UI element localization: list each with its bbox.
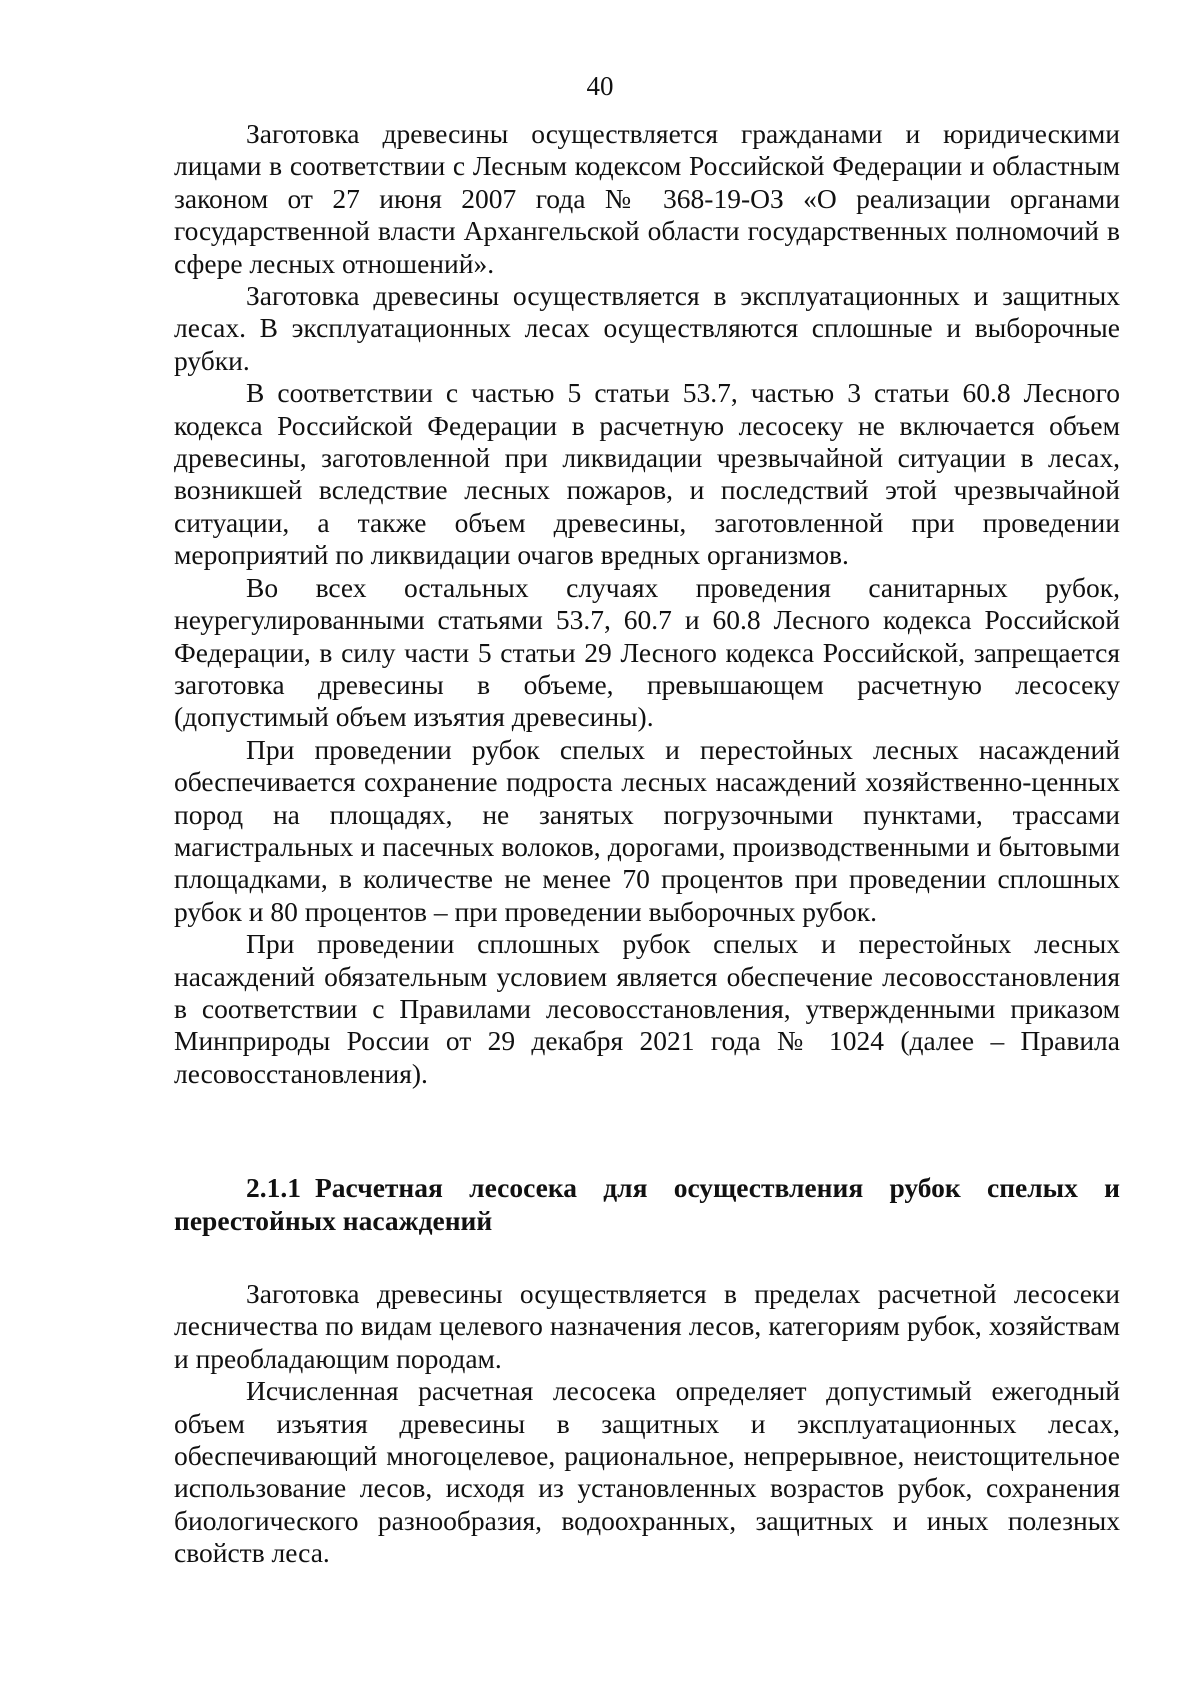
- paragraph: При проведении рубок спелых и перестойных лесных насаждений обеспечивается сохранение подроста лесных насаждений хозяйственно-ценных пород на площадях, не занятых погрузочными пунктами, трассами магистральных и пасечных волоков, дорогами, производственными и бытовыми площадками, в количестве не менее 70 процентов при проведении сплошных рубок и 80 процентов – при проведении выборочных рубок.: [174, 733, 1120, 927]
- page-number: 40: [586, 71, 614, 101]
- paragraph: Исчисленная расчетная лесосека определяет допустимый ежегодный объем изъятия древесины в защитных и эксплуатационных лесах, обеспечивающий многоцелевое, рациональное, непрерывное, неистощительное использование лесов, исходя из установленных возрастов рубок, сохранения биологического разнообразия, водоохранных, защитных и иных полезных свойств леса.: [174, 1375, 1120, 1569]
- paragraph: Во всех остальных случаях проведения санитарных рубок, неурегулированными статьями 53.7, 60.7 и 60.8 Лесного кодекса Российской Федерации, в силу части 5 статьи 29 Лесного кодекса Российской, запрещается заготовка древесины в объеме, превышающем расчетную лесосеку (допустимый объем изъятия древесины).: [174, 571, 1120, 733]
- section-heading: [174, 1172, 1120, 1237]
- section-number: 2.1.1: [246, 1172, 301, 1204]
- paragraph: При проведении сплошных рубок спелых и перестойных лесных насаждений обязательным условием является обеспечение лесовосстановления в соответствии с Правилами лесовосстановления, утвержденными приказом Минприроды России от 29 декабря 2021 года № 1024 (далее – Правила лесовосстановления).: [174, 928, 1120, 1089]
- section-title: Расчетная лесосека для осуществления рубок спелых и перестойных насаждений: [174, 1172, 1120, 1236]
- page-content: [174, 118, 1120, 1570]
- paragraph: Заготовка древесины осуществляется в эксплуатационных и защитных лесах. В эксплуатационных лесах осуществляются сплошные и выборочные рубки.: [174, 280, 1120, 376]
- paragraph: В соответствии с частью 5 статьи 53.7, частью 3 статьи 60.8 Лесного кодекса Российской Федерации в расчетную лесосеку не включается объем древесины, заготовленной при ликвидации чрезвычайной ситуации в лесах, возникшей вследствие лесных пожаров, и последствий этой чрезвычайной ситуации, а также объем древесины, заготовленной при проведении мероприятий по ликвидации очагов вредных организмов.: [174, 377, 1120, 571]
- paragraph: Заготовка древесины осуществляется гражданами и юридическими лицами в соответствии с Лесным кодексом Российской Федерации и областным законом от 27 июня 2007 года № 368-19-ОЗ «О реализации органами государственной власти Архангельской области государственных полномочий в сфере лесных отношений».: [174, 118, 1120, 279]
- paragraph: Заготовка древесины осуществляется в пределах расчетной лесосеки лесничества по видам целевого назначения лесов, категориям рубок, хозяйствам и преобладающим породам.: [174, 1278, 1120, 1374]
